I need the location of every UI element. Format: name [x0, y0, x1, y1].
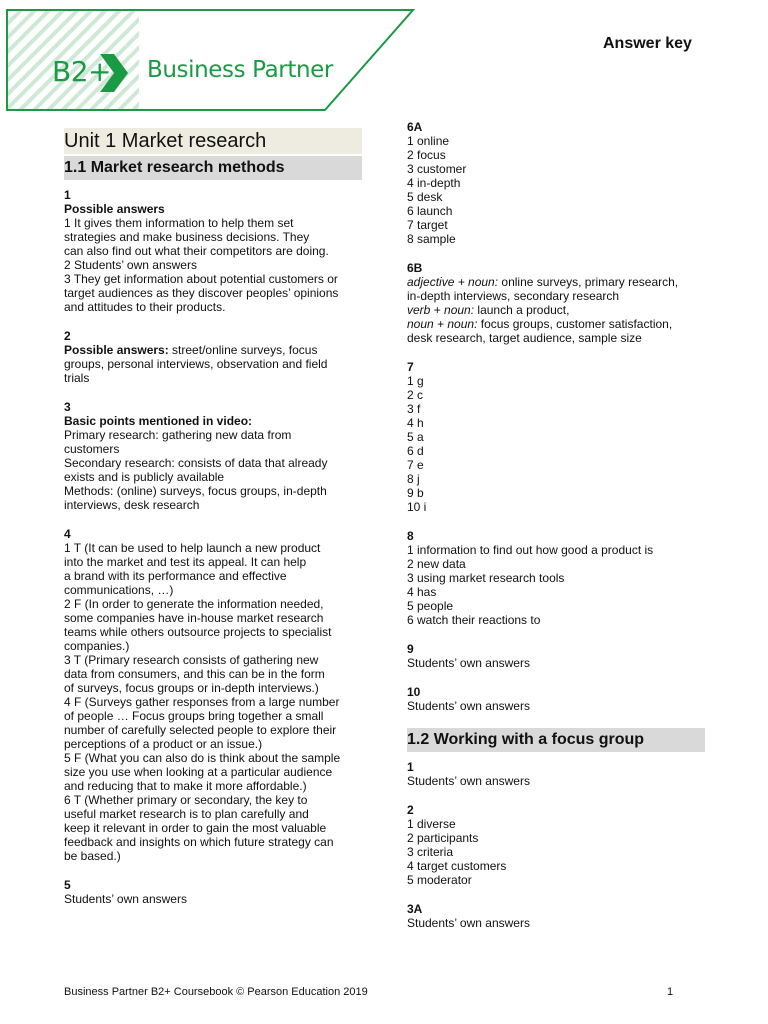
answer-line: 4 has: [407, 585, 437, 599]
exercise-7: [407, 360, 707, 514]
answer-line: communications, …): [64, 583, 174, 597]
exercise-subheading: Possible answers: [64, 202, 165, 216]
answer-line: [407, 275, 707, 289]
answer-line: 5 desk: [407, 190, 443, 204]
answer-line: 8 sample: [407, 232, 456, 246]
exercise-number: 2: [64, 329, 71, 343]
answer-lead: Possible answers:: [64, 343, 169, 357]
answer-line: 1 T (It can be used to help launch a new product: [64, 541, 321, 555]
exercise-6a: [407, 120, 707, 246]
answer-line: Students’ own answers: [407, 699, 530, 713]
answer-category: verb + noun:: [407, 303, 475, 317]
answer-line: Students’ own answers: [407, 656, 530, 670]
unit-title: Unit 1 Market research: [64, 128, 362, 154]
answer-line: 2 F (In order to generate the information needed,: [64, 597, 324, 611]
answer-line: [407, 289, 707, 303]
exercise-number: 2: [407, 803, 414, 817]
answer-line: 3 f: [407, 402, 421, 416]
logo-brand-text: Business Partner: [147, 57, 333, 83]
answer-line: Primary research: gathering new data from: [64, 428, 292, 442]
answer-line: of people … Focus groups bring together a small: [64, 709, 324, 723]
answer-line: a brand with its performance and effective: [64, 569, 287, 583]
page-number: 1: [667, 986, 674, 998]
answer-line: groups, personal interviews, observation and field: [64, 357, 328, 371]
answer-line: Methods: (online) surveys, focus groups, in-depth: [64, 484, 327, 498]
answer-line: keep it relevant in order to gain the most valuable: [64, 821, 327, 835]
answer-line: 4 target customers: [407, 859, 507, 873]
exercise-2: [64, 329, 364, 385]
answer-line: [407, 317, 707, 331]
answer-line: companies.): [64, 639, 130, 653]
answer-line: strategies and make business decisions. They: [64, 230, 310, 244]
section2-exercise-1: [407, 760, 707, 788]
answer-line: Secondary research: consists of data that already: [64, 456, 328, 470]
answer-line: perceptions of a product or an issue.): [64, 737, 263, 751]
exercise-1: [64, 188, 364, 314]
answer-line: 3 They get information about potential customers or: [64, 272, 338, 286]
section-heading-1-1: 1.1 Market research methods: [64, 156, 362, 180]
answer-text: in-depth interviews, secondary research: [407, 289, 620, 303]
answer-line: 1 It gives them information to help them set: [64, 216, 294, 230]
answer-text: focus groups, customer satisfaction,: [477, 317, 673, 331]
exercise-5: [64, 878, 364, 906]
answer-line: 1 information to find out how good a product is: [407, 543, 654, 557]
exercise-number: 1: [407, 760, 414, 774]
answer-line: 1 diverse: [407, 817, 456, 831]
section-heading-1-2: 1.2 Working with a focus group: [407, 728, 705, 752]
answer-line: 4 in-depth: [407, 176, 461, 190]
exercise-10: [407, 685, 707, 713]
exercise-6b: [407, 261, 707, 345]
answer-line: interviews, desk research: [64, 498, 200, 512]
answer-line: 7 target: [407, 218, 448, 232]
answer-line: 2 participants: [407, 831, 479, 845]
answer-line: 3 T (Primary research consists of gathering new: [64, 653, 319, 667]
answer-text: launch a product,: [474, 303, 570, 317]
footer-credit: Business Partner B2+ Coursebook © Pearson Education 2019: [64, 986, 368, 998]
exercise-3: [64, 400, 364, 512]
exercise-number: 3A: [407, 902, 423, 916]
answer-line: 2 Students’ own answers: [64, 258, 197, 272]
answer-line: 6 watch their reactions to: [407, 613, 541, 627]
answer-line: can also find out what their competitors are doing.: [64, 244, 329, 258]
answer-line: 4 F (Surveys gather responses from a large number: [64, 695, 340, 709]
exercise-number: 1: [64, 188, 71, 202]
answer-line: Students’ own answers: [407, 916, 530, 930]
exercise-number: 4: [64, 527, 71, 541]
exercise-number: 6B: [407, 261, 423, 275]
exercise-number: 3: [64, 400, 71, 414]
brand-logo: [0, 0, 420, 118]
answer-line: data from consumers, and this can be in the form: [64, 667, 325, 681]
answer-line: 6 T (Whether primary or secondary, the key to: [64, 793, 308, 807]
answer-line: 5 a: [407, 430, 424, 444]
exercise-number: 10: [407, 685, 421, 699]
answer-line: 1 online: [407, 134, 450, 148]
answer-text: online surveys, primary research,: [498, 275, 679, 289]
right-column: [407, 120, 707, 945]
exercise-number: 8: [407, 529, 414, 543]
answer-line: [407, 331, 707, 345]
answer-line: 5 moderator: [407, 873, 472, 887]
logo-level-text: B2+: [52, 55, 111, 88]
answer-line: 6 launch: [407, 204, 453, 218]
exercise-number: 6A: [407, 120, 423, 134]
answer-line: 5 people: [407, 599, 454, 613]
answer-line: 3 criteria: [407, 845, 454, 859]
exercise-subheading: Basic points mentioned in video:: [64, 414, 253, 428]
answer-key-title: Answer key: [603, 35, 692, 52]
answer-line: 10 i: [407, 500, 427, 514]
answer-line: [64, 343, 364, 357]
answer-line: 4 h: [407, 416, 424, 430]
answer-line: trials: [64, 371, 90, 385]
answer-line: 8 j: [407, 472, 420, 486]
answer-line: 2 new data: [407, 557, 466, 571]
answer-line: 5 F (What you can also do is think about the sample: [64, 751, 341, 765]
answer-line: 7 e: [407, 458, 424, 472]
answer-line: size you use when looking at a particular audience: [64, 765, 333, 779]
answer-line: of surveys, focus groups or in-depth interviews.): [64, 681, 319, 695]
exercise-9: [407, 642, 707, 670]
exercise-number: 5: [64, 878, 71, 892]
answer-line: target audiences as they discover peoples’ opinions: [64, 286, 339, 300]
left-column: [64, 128, 364, 921]
answer-line: Students’ own answers: [407, 774, 530, 788]
exercise-number: 7: [407, 360, 414, 374]
answer-line: 3 customer: [407, 162, 467, 176]
answer-line: be based.): [64, 849, 121, 863]
exercise-8: [407, 529, 707, 627]
answer-line: Students’ own answers: [64, 892, 187, 906]
answer-text: desk research, target audience, sample size: [407, 331, 642, 345]
exercise-4: [64, 527, 364, 863]
answer-line: 3 using market research tools: [407, 571, 565, 585]
answer-line: some companies have in-house market research: [64, 611, 324, 625]
answer-line: number of carefully selected people to explore their: [64, 723, 337, 737]
answer-line: feedback and insights on which future strategy can: [64, 835, 334, 849]
answer-line: into the market and test its appeal. It can help: [64, 555, 307, 569]
answer-category: adjective + noun:: [407, 275, 499, 289]
answer-line: 6 d: [407, 444, 424, 458]
answer-category: noun + noun:: [407, 317, 478, 331]
section2-exercise-2: [407, 803, 707, 887]
answer-line: 9 b: [407, 486, 424, 500]
answer-text: street/online surveys, focus: [168, 343, 318, 357]
answer-line: customers: [64, 442, 120, 456]
answer-line: and attitudes to their products.: [64, 300, 226, 314]
answer-line: 1 g: [407, 374, 424, 388]
answer-line: exists and is publicly available: [64, 470, 225, 484]
section2-exercise-3a: [407, 902, 707, 930]
answer-line: useful market research is to plan carefully and: [64, 807, 309, 821]
answer-line: 2 c: [407, 388, 424, 402]
answer-line: [407, 303, 707, 317]
answer-line: teams while others outsource projects to specialist: [64, 625, 332, 639]
answer-line: 2 focus: [407, 148, 446, 162]
answer-line: and reducing that to make it more affordable.): [64, 779, 307, 793]
exercise-number: 9: [407, 642, 414, 656]
